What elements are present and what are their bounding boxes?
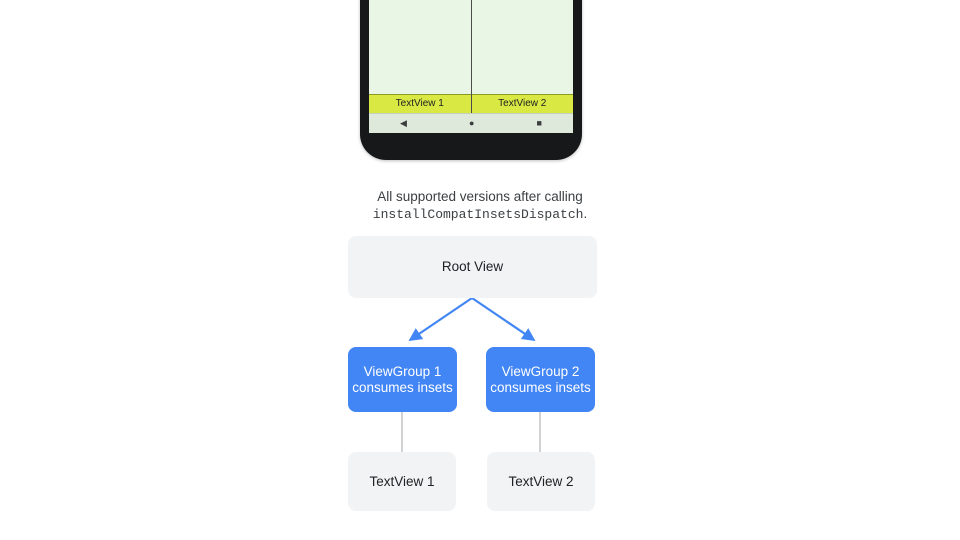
edge-root-to-viewgroup1 xyxy=(410,298,472,340)
phone-textview-1: TextView 1 xyxy=(369,94,471,113)
node-textview-1 xyxy=(348,452,456,511)
node-textview-2-label: TextView 2 xyxy=(508,473,574,489)
node-textview-2 xyxy=(487,452,595,511)
node-textview-1-label: TextView 1 xyxy=(369,473,435,489)
node-viewgroup-2 xyxy=(486,347,595,412)
node-root-view xyxy=(348,236,597,298)
edge-root-to-viewgroup2 xyxy=(472,298,534,340)
back-icon: ◀ xyxy=(400,118,407,128)
home-icon: ● xyxy=(469,118,475,128)
caption-code: installCompatInsetsDispatch xyxy=(372,207,584,222)
caption-period: . xyxy=(583,206,588,221)
phone-textview-2: TextView 2 xyxy=(472,94,574,113)
recents-icon: ■ xyxy=(536,118,542,128)
node-root-view-label: Root View xyxy=(441,259,504,274)
caption-line-1: All supported versions after calling xyxy=(377,189,583,204)
node-viewgroup-2-label: ViewGroup 2 consumes insets xyxy=(490,363,591,395)
node-viewgroup-1 xyxy=(348,347,457,412)
node-viewgroup-1-label: ViewGroup 1 consumes insets xyxy=(352,363,453,395)
